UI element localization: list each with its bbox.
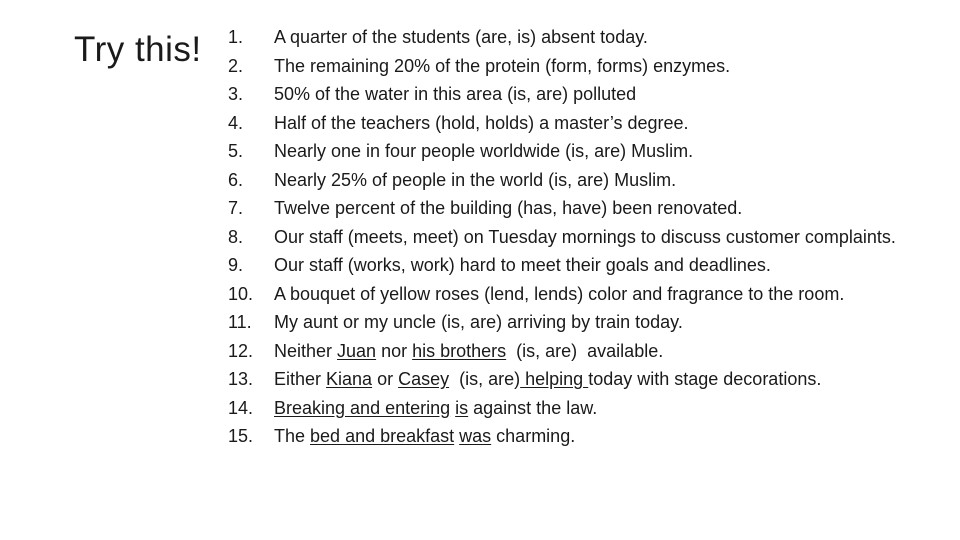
item-number: 10. bbox=[228, 283, 254, 304]
exercise-list bbox=[228, 28, 918, 456]
item-text bbox=[274, 142, 918, 161]
underlined-phrase: his brothers bbox=[412, 340, 507, 361]
list-item bbox=[228, 427, 918, 446]
text-segment: Twelve percent of the building (has, have) been renovated. bbox=[274, 198, 743, 218]
list-item bbox=[228, 171, 918, 190]
list-item bbox=[228, 199, 918, 218]
item-number: 13. bbox=[228, 369, 254, 389]
item-number: 4. bbox=[228, 112, 244, 133]
item-text bbox=[274, 285, 918, 304]
underlined-phrase: Juan bbox=[337, 340, 377, 361]
text-segment: (is, are) available. bbox=[506, 340, 664, 361]
item-text bbox=[274, 171, 918, 190]
text-segment: The remaining 20% of the protein (form, forms) enzymes. bbox=[274, 55, 731, 76]
text-segment: nor bbox=[376, 340, 413, 361]
list-item bbox=[228, 28, 918, 47]
list-item bbox=[228, 313, 918, 332]
slide-title: Try this! bbox=[74, 30, 202, 69]
text-segment: Either bbox=[274, 369, 327, 389]
list-item bbox=[228, 57, 918, 76]
text-segment: My aunt or my uncle (is, are) arriving by train today. bbox=[274, 312, 683, 332]
underlined-phrase: helping bbox=[520, 369, 589, 389]
list-item bbox=[228, 228, 918, 247]
item-number: 11. bbox=[228, 312, 252, 332]
item-number: 3. bbox=[228, 84, 244, 104]
text-segment: Neither bbox=[274, 340, 338, 361]
text-segment: Our staff (works, work) hard to meet their goals and deadlines. bbox=[274, 255, 771, 275]
underlined-phrase: was bbox=[459, 426, 492, 446]
list-item bbox=[228, 114, 918, 133]
item-text bbox=[274, 57, 918, 76]
text-segment: Nearly 25% of people in the world (is, are) Muslim. bbox=[274, 169, 677, 190]
item-text bbox=[274, 228, 918, 247]
item-number: 5. bbox=[228, 141, 244, 161]
text-segment: today with stage decorations. bbox=[588, 369, 822, 389]
text-segment: or bbox=[372, 369, 399, 389]
item-text bbox=[274, 370, 918, 389]
text-segment: The bbox=[274, 426, 311, 446]
text-segment: A bouquet of yellow roses (lend, lends) color and fragrance to the room. bbox=[274, 283, 845, 304]
list-item bbox=[228, 142, 918, 161]
item-number: 6. bbox=[228, 169, 244, 190]
underlined-phrase: Breaking and entering bbox=[274, 397, 451, 418]
list-item bbox=[228, 370, 918, 389]
text-segment: Our staff (meets, meet) on Tuesday mornings to discuss customer complaints. bbox=[274, 226, 896, 247]
text-segment: Half of the teachers (hold, holds) a master’s degree. bbox=[274, 112, 689, 133]
item-number: 9. bbox=[228, 255, 244, 275]
item-text bbox=[274, 28, 918, 47]
underlined-phrase: Casey bbox=[398, 369, 450, 389]
text-segment: 50% of the water in this area (is, are) polluted bbox=[274, 84, 637, 104]
text-segment: against the law. bbox=[468, 397, 598, 418]
item-number: 1. bbox=[228, 27, 244, 47]
item-number: 15. bbox=[228, 426, 254, 446]
underlined-phrase: is bbox=[455, 397, 469, 418]
text-segment: charming. bbox=[491, 426, 576, 446]
text-segment: A quarter of the students (are, is) absent today. bbox=[274, 27, 648, 47]
text-segment: (is, are) bbox=[449, 369, 521, 389]
item-number: 12. bbox=[228, 340, 254, 361]
item-text bbox=[274, 313, 918, 332]
item-text bbox=[274, 256, 918, 275]
underlined-phrase: Kiana bbox=[326, 369, 373, 389]
item-text bbox=[274, 342, 918, 361]
underlined-phrase: bed and breakfast bbox=[310, 426, 455, 446]
list-item bbox=[228, 285, 918, 304]
item-text bbox=[274, 199, 918, 218]
list-item bbox=[228, 85, 918, 104]
text-segment: Nearly one in four people worldwide (is, are) Muslim. bbox=[274, 141, 694, 161]
list-item bbox=[228, 342, 918, 361]
item-text bbox=[274, 114, 918, 133]
item-text bbox=[274, 427, 918, 446]
item-text bbox=[274, 85, 918, 104]
item-number: 7. bbox=[228, 198, 244, 218]
item-text bbox=[274, 399, 918, 418]
item-number: 14. bbox=[228, 397, 254, 418]
item-number: 2. bbox=[228, 55, 244, 76]
item-number: 8. bbox=[228, 226, 244, 247]
list-item bbox=[228, 256, 918, 275]
list-item bbox=[228, 399, 918, 418]
